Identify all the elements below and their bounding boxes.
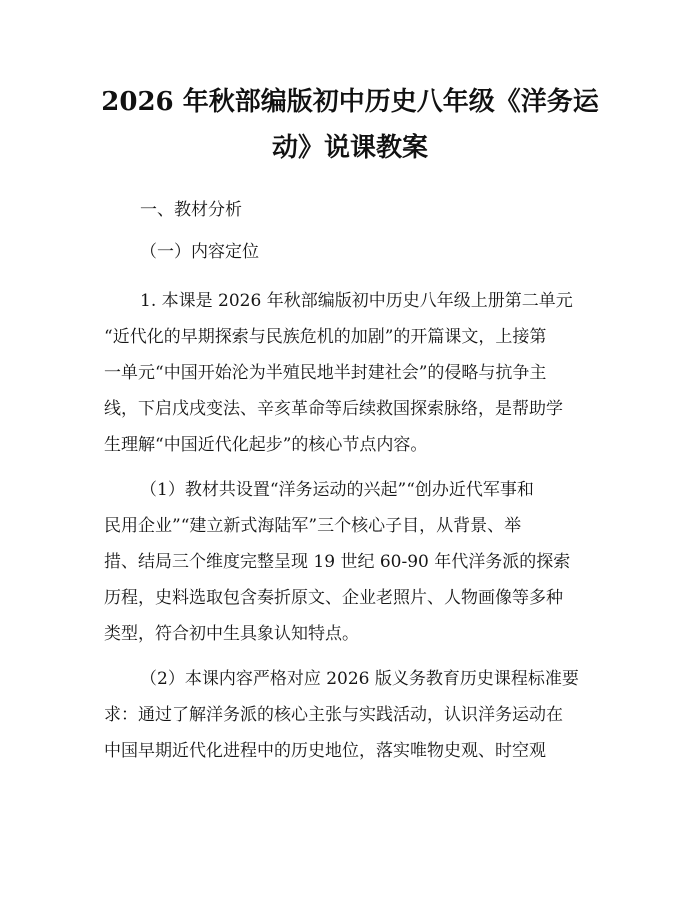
paragraph-3-line-2: 求：通过了解洋务派的核心主张与实践活动，认识洋务运动在 bbox=[104, 705, 563, 725]
paragraph-3-line-3: 中国早期近代化进程中的历史地位，落实唯物史观、时空观 bbox=[104, 741, 546, 761]
section-heading: 一、教材分析 bbox=[140, 200, 242, 220]
paragraph-2-line-5: 类型，符合初中生具象认知特点。 bbox=[104, 624, 359, 644]
paragraph-2-line-4: 历程，史料选取包含奏折原文、企业老照片、人物画像等多种 bbox=[104, 588, 563, 608]
document-title-line-2: 动》说课教案 bbox=[271, 133, 428, 163]
paragraph-1-line-3: 一单元“中国开始沦为半殖民地半封建社会”的侵略与抗争主 bbox=[104, 363, 547, 383]
paragraph-1-line-4: 线，下启戊戌变法、辛亥革命等后续救国探索脉络，是帮助学 bbox=[104, 399, 563, 419]
paragraph-1-line-5: 生理解“中国近代化起步”的核心节点内容。 bbox=[104, 435, 428, 455]
paragraph-2-line-3: 措、结局三个维度完整呈现 19 世纪 60-90 年代洋务派的探索 bbox=[104, 552, 571, 572]
paragraph-3-line-1: （2）本课内容严格对应 2026 版义务教育历史课程标准要 bbox=[140, 669, 579, 689]
paragraph-1-line-2: “近代化的早期探索与民族危机的加剧”的开篇课文，上接第 bbox=[104, 327, 547, 347]
paragraph-2-line-1: （1）教材共设置“洋务运动的兴起”“创办近代军事和 bbox=[140, 480, 534, 500]
subsection-heading: （一）内容定位 bbox=[140, 242, 259, 262]
paragraph-1-line-1: 1. 本课是 2026 年秋部编版初中历史八年级上册第二单元 bbox=[140, 291, 573, 311]
document-title-line-1: 2026 年秋部编版初中历史八年级《洋务运 bbox=[101, 87, 599, 117]
paragraph-2-line-2: 民用企业”“建立新式海陆军”三个核心子目，从背景、举 bbox=[104, 516, 522, 536]
